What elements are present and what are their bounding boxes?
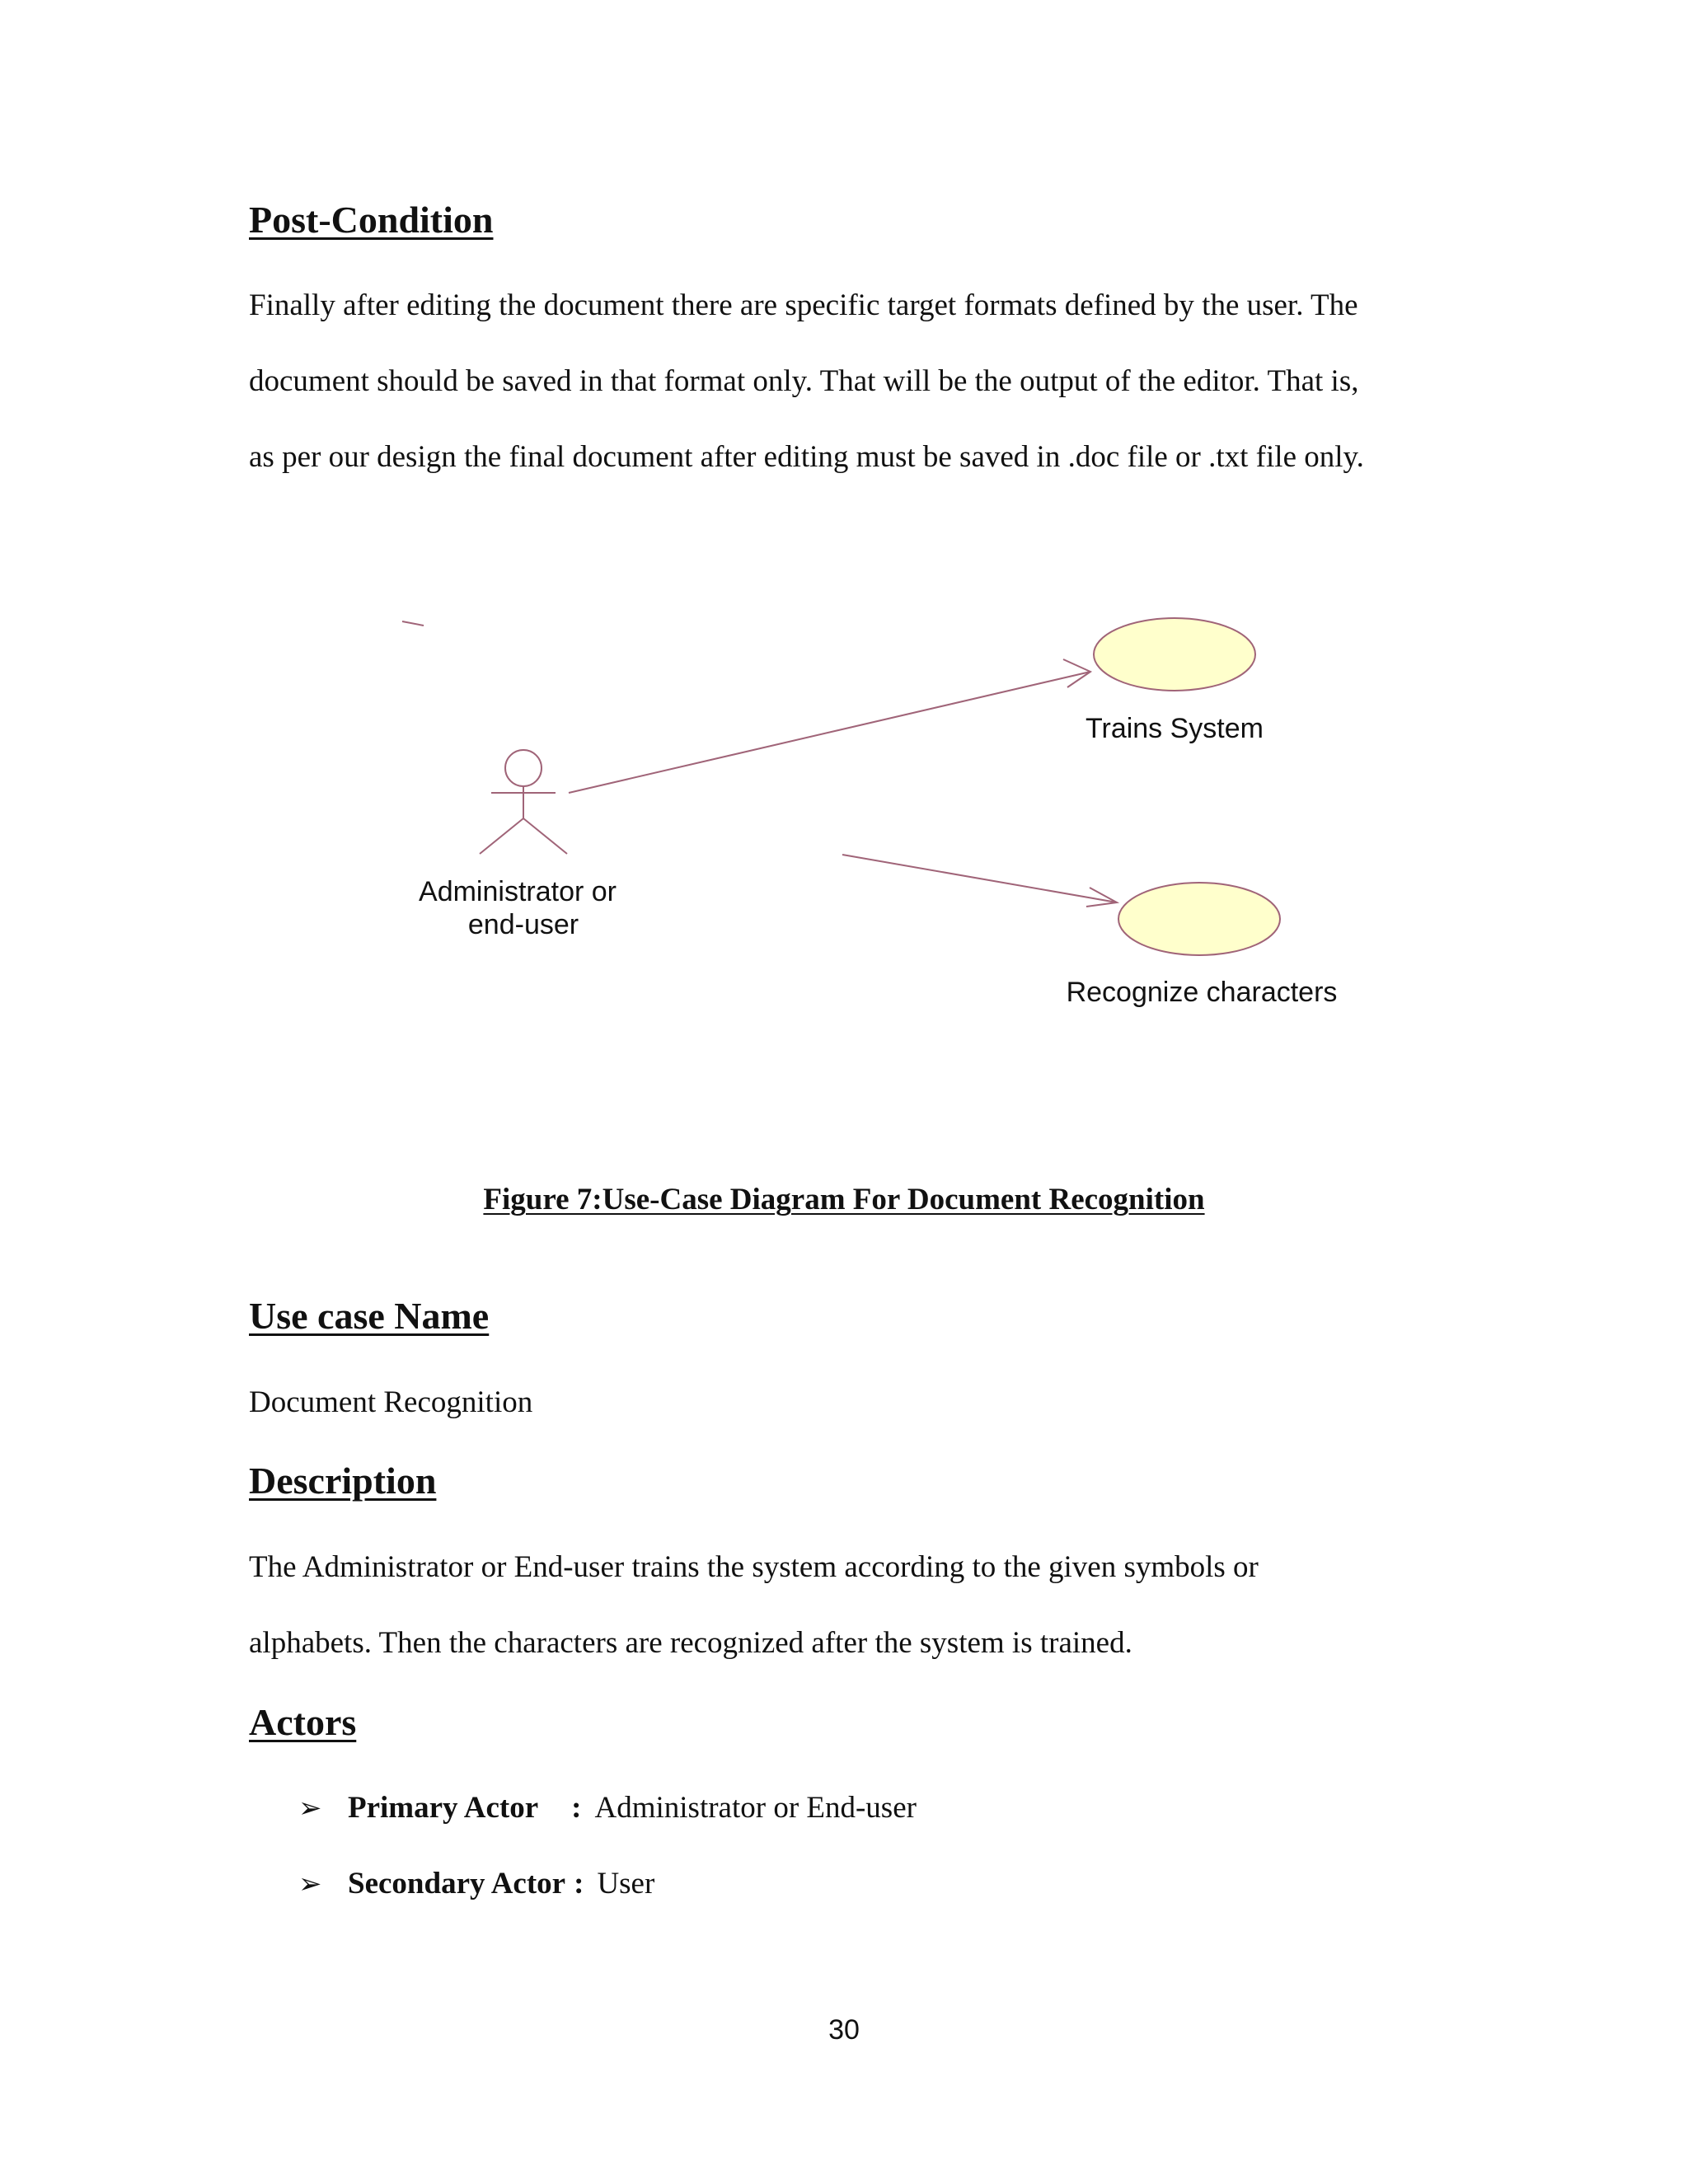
actors-heading: Actors [249, 1701, 357, 1743]
description-line-1: The Administrator or End-user trains the system according to the given symbols or [249, 1550, 1259, 1584]
description-line-2: alphabets. Then the characters are recognized after the system is trained. [249, 1626, 1132, 1660]
post-condition-line-2: document should be saved in that format only. That will be the output of the editor. That is, [249, 364, 1359, 398]
use-case-trains-system-label: Trains System [1085, 713, 1264, 744]
actor-role-value: User [597, 1867, 655, 1900]
bullet-arrow-icon: ➢ [298, 1792, 322, 1825]
figure-caption: Figure 7:Use-Case Diagram For Document Recognition [483, 1183, 1205, 1216]
actor-separator: : [571, 1791, 582, 1825]
actor-role-label: Primary Actor [348, 1791, 539, 1825]
actor-role-label: Secondary Actor [348, 1867, 566, 1900]
association-trains-system [569, 659, 1090, 793]
post-condition-line-1: Finally after editing the document there are specific target formats defined by the user. The [249, 288, 1358, 322]
use-case-diagram [0, 560, 1688, 1055]
post-condition-heading: Post-Condition [249, 199, 494, 241]
use-case-recognize-characters-label: Recognize characters [1066, 977, 1338, 1008]
page-number: 30 [828, 2014, 860, 2046]
stray-mark [402, 621, 424, 626]
use-case-recognize-characters-ellipse [1118, 883, 1280, 955]
actor-role-value: Administrator or End-user [594, 1791, 917, 1825]
actor-list-item-secondary [298, 1868, 654, 1899]
actor-separator: : [574, 1867, 584, 1900]
use-case-name-heading: Use case Name [249, 1295, 490, 1337]
actor-label-line-1: Administrator or [419, 876, 617, 907]
post-condition-line-3: as per our design the final document after editing must be saved in .doc file or .txt file only. [249, 440, 1364, 474]
use-case-name-value: Document Recognition [249, 1385, 533, 1419]
association-recognize-characters [842, 855, 1117, 907]
actor-icon [480, 750, 567, 854]
bullet-arrow-icon: ➢ [298, 1868, 322, 1900]
actor-label-line-2: end-user [467, 909, 579, 940]
description-heading: Description [249, 1460, 437, 1502]
actor-list-item-primary [298, 1793, 917, 1823]
use-case-trains-system-ellipse [1094, 618, 1255, 691]
